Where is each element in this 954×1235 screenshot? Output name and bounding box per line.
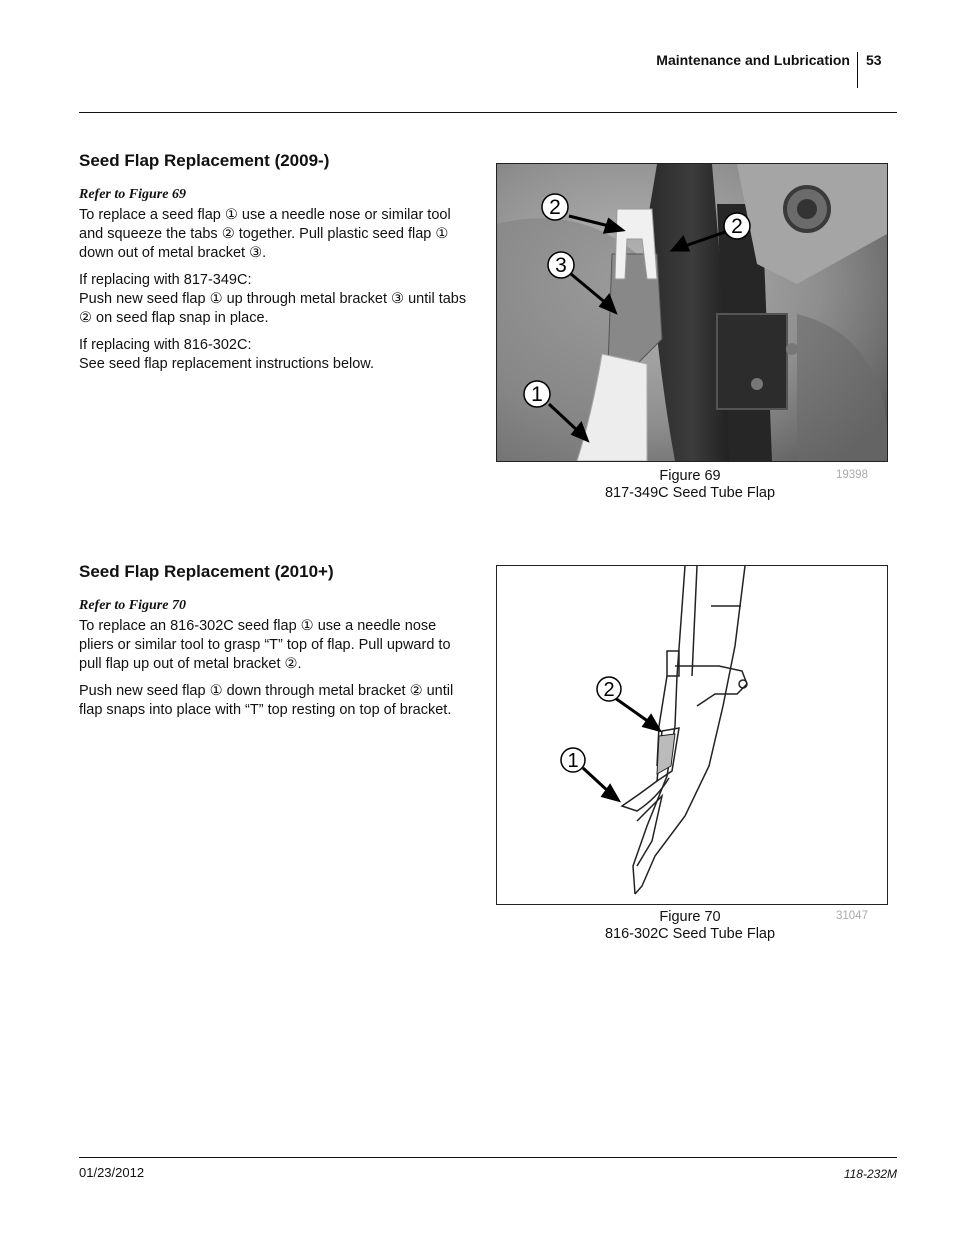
- figure-number: Figure 70: [659, 909, 721, 925]
- callout-label: 2: [731, 215, 743, 238]
- callout-label: 1: [531, 383, 543, 406]
- callout-label: 1: [567, 750, 579, 772]
- figure-image-id: 19398: [836, 469, 868, 481]
- callout-label: 3: [555, 254, 567, 277]
- paragraph: To replace a seed flap ① use a needle nose or similar tool and squeeze the tabs ② together. Pull plastic seed flap ① down out of metal bracket ③.: [79, 207, 451, 261]
- footer-doc-number: 118-232M: [843, 1167, 897, 1181]
- running-header-title: Maintenance and Lubrication: [656, 52, 850, 68]
- paragraph-line: If replacing with 816-302C:: [79, 337, 252, 353]
- paragraph-line: See seed flap replacement instructions below.: [79, 356, 375, 372]
- header-separator: [857, 52, 858, 88]
- header-rule: [79, 112, 897, 113]
- figure-number: Figure 69: [659, 468, 721, 484]
- paragraph: [79, 271, 467, 328]
- paragraph-line: If replacing with 817-349C:: [79, 272, 252, 288]
- paragraph-line: Push new seed flap ① up through metal bracket ③ until tabs ② on seed flap snap in place.: [79, 291, 467, 326]
- figure-70-caption: [540, 909, 840, 943]
- seed-tube-line-drawing: [497, 566, 887, 904]
- figure-image-id: 31047: [836, 910, 868, 922]
- figure-reference: Refer to Figure 69: [79, 187, 186, 202]
- section-heading: Seed Flap Replacement (2010+): [79, 562, 334, 581]
- paragraph: To replace an 816-302C seed flap ① use a needle nose pliers or similar tool to grasp “T” top of flap. Pull upward to pull flap up out of metal bracket ②.: [79, 618, 451, 672]
- seed-tube-photo-illustration: [497, 164, 887, 461]
- footer-rule: [79, 1157, 897, 1158]
- paragraph: [79, 336, 467, 374]
- figure-69-caption: [540, 468, 840, 502]
- paragraph: Push new seed flap ① down through metal bracket ② until flap snaps into place with “T” top resting on top of bracket.: [79, 683, 454, 718]
- figure-title: 816-302C Seed Tube Flap: [604, 926, 776, 942]
- figure-69-photo: [496, 163, 888, 462]
- callout-label: 2: [603, 679, 615, 701]
- footer-date: 01/23/2012: [79, 1165, 145, 1180]
- figure-70-drawing: [496, 565, 888, 905]
- section-seed-flap-2009: [79, 150, 467, 382]
- figure-reference: Refer to Figure 70: [79, 598, 186, 613]
- figure-title: 817-349C Seed Tube Flap: [604, 485, 776, 501]
- section-heading: Seed Flap Replacement (2009-): [79, 151, 330, 170]
- page-number: 53: [866, 52, 882, 68]
- callout-label: 2: [549, 196, 561, 219]
- section-seed-flap-2010: [79, 561, 467, 728]
